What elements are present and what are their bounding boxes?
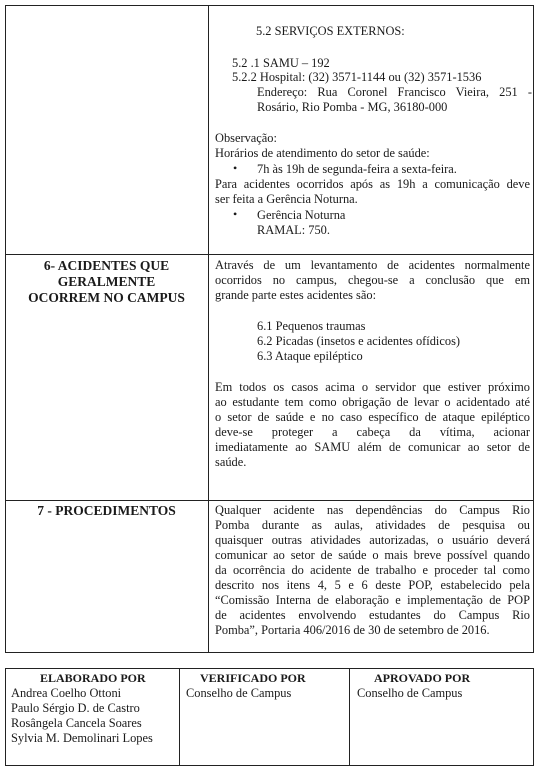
sec6-body-line: o setor de saúde e no caso específico de ataque epiléptico [215,410,530,424]
sec6-intro-line: ocorridos no campus, chegou-se a conclusão que em [215,273,530,287]
sec6-body-line: imediatamente ao SAMU além de comunicar ao setor de [215,440,530,454]
sec7-body-line: Qualquer acidente nas dependências do Campus Rio [215,503,530,517]
sec5-horarios: Horários de atendimento do setor de saúde: [215,146,430,160]
bullet-icon: • [233,161,238,175]
sec7-body-line: de acidentes envolvendo estudantes do Campus Rio [215,608,530,622]
aprovado-name: Conselho de Campus [357,686,463,700]
elaborado-name: Rosângela Cancela Soares [11,716,142,730]
sec5-horario-item: 7h às 19h de segunda-feira a sexta-feira. [257,162,457,176]
sec6-body-line: ao estudante tem como obrigação de levar o acidentado até [215,395,530,409]
aprovado-label: APROVADO POR [374,671,471,685]
elaborado-name: Paulo Sérgio D. de Castro [11,701,140,715]
elaborado-name: Sylvia M. Demolinari Lopes [11,731,153,745]
sec6-body-line: Em todos os casos acima o servidor que estiver próximo [215,380,530,394]
verificado-name: Conselho de Campus [186,686,292,700]
elaborado-name: Andrea Coelho Ottoni [11,686,122,700]
sec5-endereco1: Endereço: Rua Coronel Francisco Vieira, 251 - [257,85,532,99]
sec6-heading: 6- ACIDENTES QUE GERALMENTE OCORREM NO CAMPUS [28,258,185,305]
row-divider-1 [5,254,533,255]
sec6-item: 6.2 Picadas (insetos e acidentes ofídicos) [257,334,461,348]
sec6-body-line: deve-se proteger a cabeça da vítima, acionar [215,425,530,439]
footer-divider-2 [349,668,350,765]
sec7-heading: 7 - PROCEDIMENTOS [37,503,176,518]
sec6-intro-line: grande parte estes acidentes são: [215,288,377,302]
sec7-body-line: descrito nos itens 4, 5 e 6 deste POP, estabelecido pela [215,578,530,592]
sec7-body-line: comunicar ao setor de saúde o mais breve possível quando [215,548,530,562]
sec5-acidentes1: Para acidentes ocorridos após as 19h a comunicação deve [215,177,530,191]
sec7-body-line: Pomba durante as aulas, atividades de pesquisa ou [215,518,530,532]
sec6-intro-line: Através de um levantamento de acidentes normalmente [215,258,530,272]
sec5-title: 5.2 SERVIÇOS EXTERNOS: [256,24,405,38]
bullet-icon: • [233,207,238,221]
sec6-body-line: saúde. [215,455,247,469]
sec5-acidentes2: ser feita a Gerência Noturna. [215,192,358,206]
row-divider-2 [5,500,533,501]
sec7-body-line: Pomba”, Portaria 406/2016 de 30 de setembro de 2016. [215,623,490,637]
elaborado-label: ELABORADO POR [40,671,146,685]
sec7-body-line: da ocorrência do acidente de trabalho e proceder tal como [215,563,530,577]
sec5-gerencia: Gerência Noturna [257,208,346,222]
sec5-ramal: RAMAL: 750. [257,223,330,237]
footer-divider-1 [179,668,180,765]
sec5-endereco2: Rosário, Rio Pomba - MG, 36180-000 [257,100,448,114]
sec7-body-line: “Comissão Interna de elaboração e implementação de POP [215,593,530,607]
sec6-item: 6.3 Ataque epiléptico [257,349,363,363]
sec7-body-line: quaisquer outras atividades autorizadas, o usuário deverá [215,533,530,547]
sec6-item: 6.1 Pequenos traumas [257,319,366,333]
sec5-obs: Observação: [215,131,277,145]
sec5-samu: 5.2 .1 SAMU – 192 [232,56,330,70]
sec5-hospital: 5.2.2 Hospital: (32) 3571-1144 ou (32) 3571-1536 [232,70,482,84]
column-divider [208,5,209,652]
verificado-label: VERIFICADO POR [200,671,306,685]
